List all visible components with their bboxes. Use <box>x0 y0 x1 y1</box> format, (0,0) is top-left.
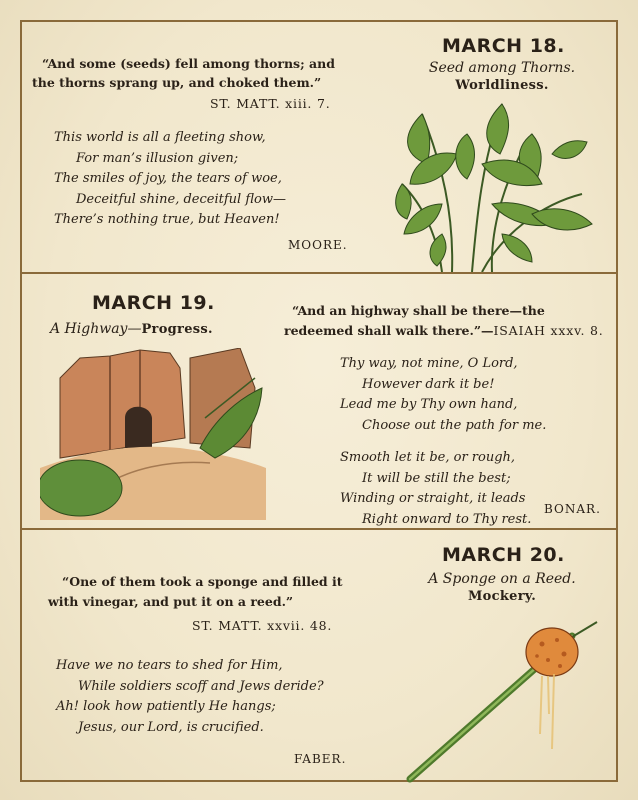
poem <box>340 354 546 530</box>
scripture-reference: ST. MATT. xiii. 7. <box>210 96 331 111</box>
thorn-plant-illustration <box>382 94 602 272</box>
poem-author: BONAR. <box>544 502 601 516</box>
entry-date: MARCH 20. <box>442 544 565 566</box>
poem-line: This world is all a fleeting show, <box>54 130 266 145</box>
highway-castle-illustration <box>40 348 266 520</box>
scripture-quote-line: with vinegar, and put it on a reed.” <box>48 594 294 609</box>
entry-subtitle: Seed among Thorns. <box>428 60 576 76</box>
poem-line: There’s nothing true, but Heaven! <box>54 212 280 227</box>
poem <box>56 656 324 738</box>
poem-author: MOORE. <box>288 238 348 252</box>
poem-line: For man’s illusion given; <box>76 150 239 166</box>
poem-line: However dark it be! <box>362 376 495 392</box>
entry-subtitle: A Sponge on a Reed. <box>428 571 576 587</box>
entry-theme: Progress. <box>141 322 213 337</box>
entry-march-20 <box>20 528 618 782</box>
scripture-reference: ISAIAH xxxv. 8. <box>493 323 604 338</box>
entry-heading <box>50 318 213 337</box>
poem-author: FABER. <box>294 752 347 766</box>
entry-march-18 <box>20 20 618 274</box>
entry-theme: Mockery. <box>467 589 537 604</box>
poem-line: Lead me by Thy own hand, <box>340 397 518 412</box>
poem-line: While soldiers scoff and Jews deride? <box>78 678 324 694</box>
entry-march-19 <box>20 272 618 530</box>
scripture-reference: ST. MATT. xxvii. 48. <box>192 618 333 633</box>
poem-line: The smiles of joy, the tears of woe, <box>54 171 282 186</box>
entry-date: MARCH 19. <box>92 292 215 314</box>
poem-line: Thy way, not mine, O Lord, <box>340 356 518 371</box>
poem-line: Right onward to Thy rest. <box>362 511 532 527</box>
scripture-quote-line-2: redeemed shall walk there.”—ISAIAH xxxv. 8. <box>284 323 604 338</box>
entry-subtitle: A Highway— <box>50 321 142 337</box>
poem-line: Jesus, our Lord, is crucified. <box>78 719 264 735</box>
scripture-quote-line: “And some (seeds) fell among thorns; and <box>42 56 335 71</box>
entry-theme: Worldliness. <box>455 78 549 93</box>
poem <box>54 128 286 231</box>
poem-line: It will be still the best; <box>362 470 511 486</box>
scripture-quote-line: the thorns sprang up, and choked them.” <box>32 75 322 90</box>
sponge-on-reed-illustration <box>402 614 602 784</box>
poem-line: Have we no tears to shed for Him, <box>56 658 283 673</box>
entry-date: MARCH 18. <box>442 35 565 57</box>
poem-line: Choose out the path for me. <box>362 417 547 433</box>
scripture-quote-line: “And an highway shall be there—the <box>292 303 545 318</box>
scripture-quote-line: “One of them took a sponge and filled it <box>62 574 343 589</box>
poem-line: Smooth let it be, or rough, <box>340 450 516 465</box>
poem-line: Ah! look how patiently He hangs; <box>56 699 276 714</box>
poem-line: Deceitful shine, deceitful flow— <box>76 191 286 207</box>
poem-line: Winding or straight, it leads <box>340 491 526 506</box>
